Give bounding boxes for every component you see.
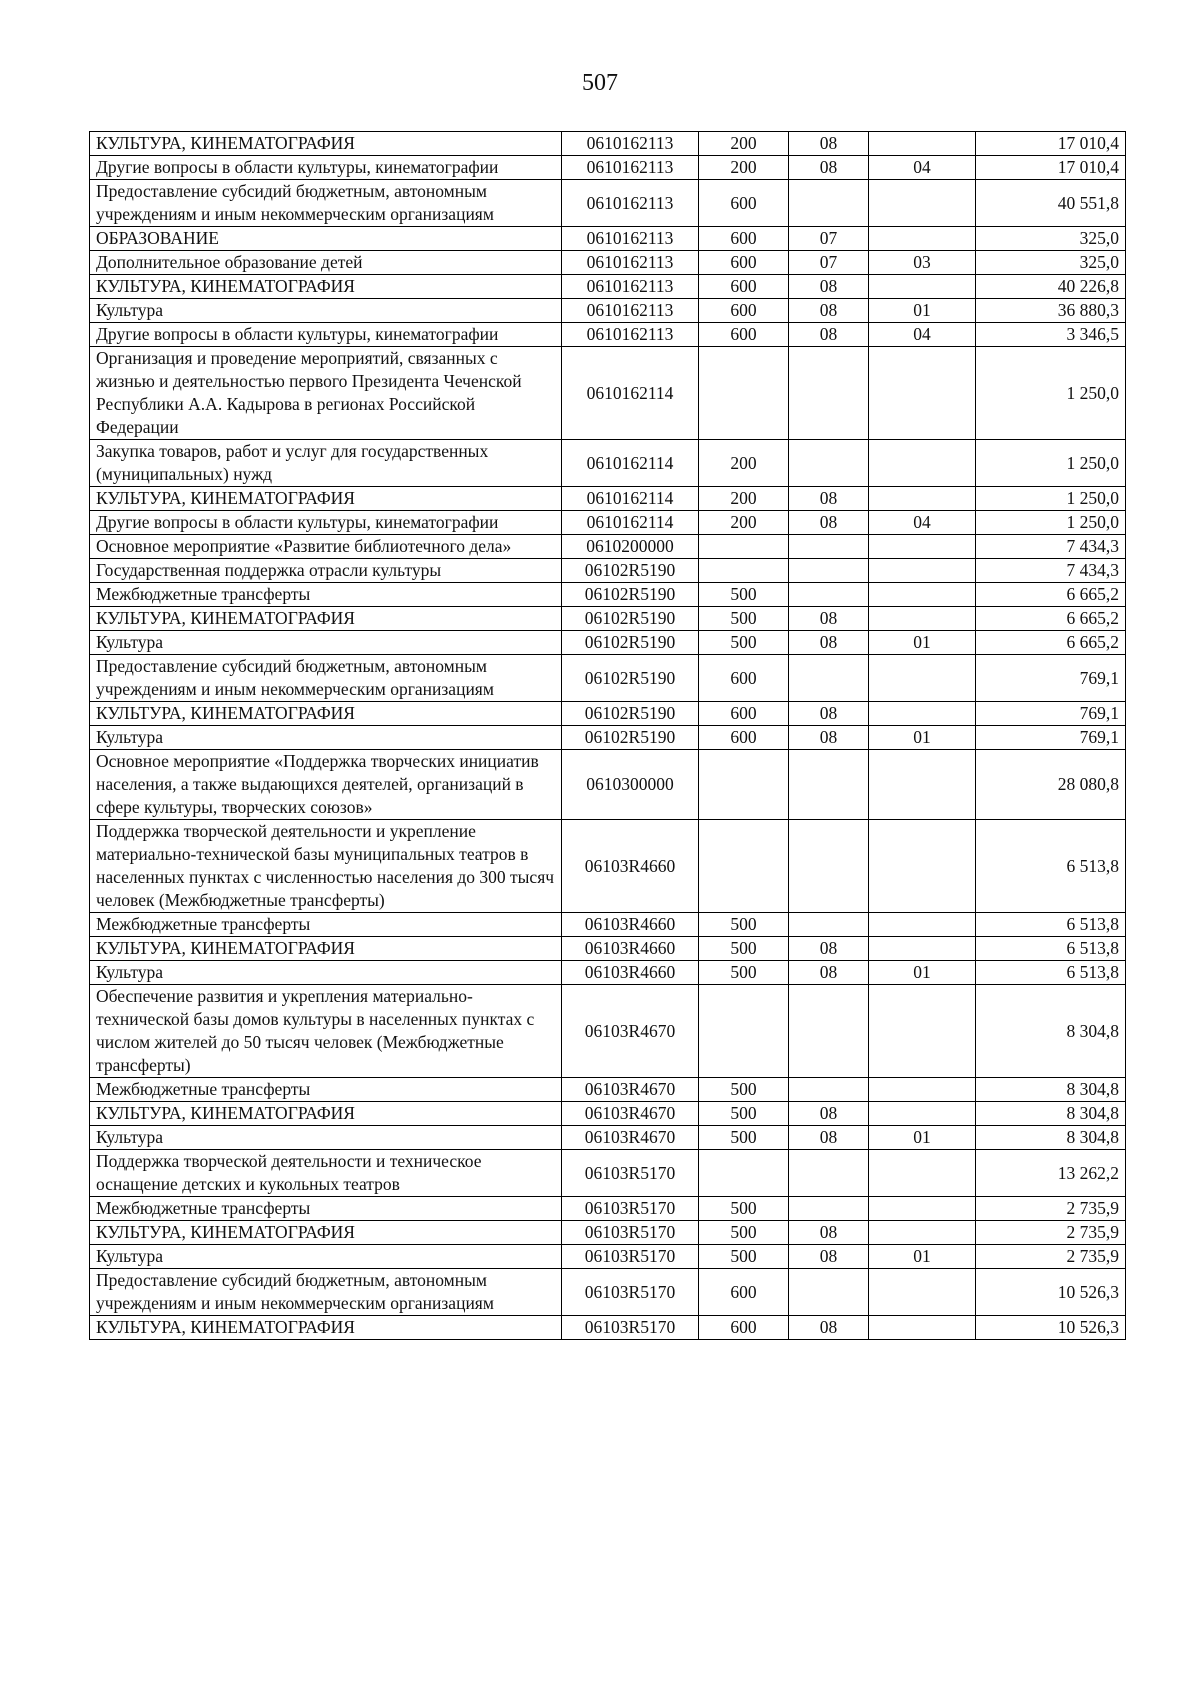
section-cell: 08 [789,726,869,750]
subsection-cell [869,1269,976,1316]
expense-type-cell: 200 [699,511,789,535]
section-cell: 08 [789,487,869,511]
row-name-cell: Культура [90,299,562,323]
row-name-cell: Межбюджетные трансферты [90,1078,562,1102]
row-name-cell: КУЛЬТУРА, КИНЕМАТОГРАФИЯ [90,487,562,511]
section-cell [789,985,869,1078]
expense-type-cell: 500 [699,961,789,985]
amount-cell: 325,0 [976,227,1126,251]
section-cell: 08 [789,1102,869,1126]
amount-cell: 6 513,8 [976,961,1126,985]
section-cell: 07 [789,227,869,251]
expense-type-cell [699,347,789,440]
budget-table [89,131,1126,1340]
expense-type-cell: 600 [699,251,789,275]
section-cell: 08 [789,156,869,180]
target-article-cell: 06102R5190 [562,726,699,750]
table-row [90,913,1126,937]
table-row [90,440,1126,487]
expense-type-cell: 500 [699,937,789,961]
target-article-cell: 0610300000 [562,750,699,820]
expense-type-cell: 600 [699,180,789,227]
target-article-cell: 06102R5190 [562,607,699,631]
subsection-cell: 01 [869,299,976,323]
target-article-cell: 06103R4670 [562,1102,699,1126]
expense-type-cell: 600 [699,655,789,702]
target-article-cell: 06102R5190 [562,702,699,726]
table-row [90,1245,1126,1269]
subsection-cell [869,1150,976,1197]
amount-cell: 6 665,2 [976,583,1126,607]
section-cell: 07 [789,251,869,275]
subsection-cell [869,913,976,937]
subsection-cell: 01 [869,726,976,750]
section-cell: 08 [789,299,869,323]
amount-cell: 7 434,3 [976,535,1126,559]
subsection-cell [869,275,976,299]
row-name-cell: Другие вопросы в области культуры, кинематографии [90,323,562,347]
table-row [90,820,1126,913]
amount-cell: 13 262,2 [976,1150,1126,1197]
subsection-cell [869,440,976,487]
amount-cell: 6 513,8 [976,937,1126,961]
target-article-cell: 0610200000 [562,535,699,559]
section-cell [789,440,869,487]
amount-cell: 1 250,0 [976,487,1126,511]
table-row [90,1269,1126,1316]
table-row [90,132,1126,156]
amount-cell: 2 735,9 [976,1245,1126,1269]
amount-cell: 17 010,4 [976,132,1126,156]
table-row [90,1316,1126,1340]
amount-cell: 8 304,8 [976,1078,1126,1102]
row-name-cell: КУЛЬТУРА, КИНЕМАТОГРАФИЯ [90,1221,562,1245]
section-cell: 08 [789,511,869,535]
row-name-cell: Межбюджетные трансферты [90,913,562,937]
subsection-cell: 01 [869,1245,976,1269]
section-cell [789,583,869,607]
table-row [90,511,1126,535]
expense-type-cell: 600 [699,323,789,347]
amount-cell: 2 735,9 [976,1221,1126,1245]
target-article-cell: 0610162113 [562,156,699,180]
table-row [90,180,1126,227]
subsection-cell: 01 [869,1126,976,1150]
amount-cell: 8 304,8 [976,1102,1126,1126]
expense-type-cell: 600 [699,702,789,726]
amount-cell: 6 513,8 [976,913,1126,937]
target-article-cell: 0610162113 [562,323,699,347]
table-row [90,702,1126,726]
subsection-cell [869,180,976,227]
section-cell [789,1197,869,1221]
target-article-cell: 06103R4660 [562,937,699,961]
expense-type-cell: 600 [699,726,789,750]
subsection-cell [869,487,976,511]
subsection-cell [869,985,976,1078]
subsection-cell [869,820,976,913]
row-name-cell: ОБРАЗОВАНИЕ [90,227,562,251]
amount-cell: 6 665,2 [976,631,1126,655]
table-body [90,132,1126,1340]
target-article-cell: 06103R5170 [562,1269,699,1316]
table-row [90,1150,1126,1197]
target-article-cell: 06103R5170 [562,1221,699,1245]
subsection-cell [869,227,976,251]
target-article-cell: 0610162113 [562,275,699,299]
section-cell: 08 [789,1245,869,1269]
section-cell: 08 [789,702,869,726]
subsection-cell [869,750,976,820]
row-name-cell: Поддержка творческой деятельности и техническое оснащение детских и кукольных театров [90,1150,562,1197]
section-cell: 08 [789,961,869,985]
subsection-cell [869,607,976,631]
amount-cell: 8 304,8 [976,985,1126,1078]
amount-cell: 28 080,8 [976,750,1126,820]
row-name-cell: Культура [90,1126,562,1150]
row-name-cell: Закупка товаров, работ и услуг для государственных (муниципальных) нужд [90,440,562,487]
subsection-cell: 01 [869,961,976,985]
subsection-cell: 04 [869,323,976,347]
row-name-cell: Культура [90,1245,562,1269]
section-cell [789,1150,869,1197]
amount-cell: 769,1 [976,726,1126,750]
target-article-cell: 06102R5190 [562,559,699,583]
section-cell: 08 [789,607,869,631]
row-name-cell: Культура [90,961,562,985]
row-name-cell: КУЛЬТУРА, КИНЕМАТОГРАФИЯ [90,937,562,961]
table-row [90,631,1126,655]
table-row [90,1078,1126,1102]
section-cell [789,1269,869,1316]
subsection-cell [869,132,976,156]
target-article-cell: 0610162113 [562,299,699,323]
row-name-cell: КУЛЬТУРА, КИНЕМАТОГРАФИЯ [90,1102,562,1126]
table-row [90,583,1126,607]
amount-cell: 1 250,0 [976,511,1126,535]
expense-type-cell [699,559,789,583]
subsection-cell [869,702,976,726]
section-cell: 08 [789,1126,869,1150]
subsection-cell: 04 [869,156,976,180]
target-article-cell: 06102R5190 [562,631,699,655]
target-article-cell: 0610162113 [562,251,699,275]
table-row [90,655,1126,702]
row-name-cell: Основное мероприятие «Поддержка творческих инициатив населения, а также выдающихся деятелей, организаций в сфере культуры, творческих союзов» [90,750,562,820]
table-row [90,487,1126,511]
expense-type-cell: 200 [699,487,789,511]
expense-type-cell: 200 [699,132,789,156]
expense-type-cell: 500 [699,1126,789,1150]
expense-type-cell: 500 [699,607,789,631]
expense-type-cell [699,750,789,820]
amount-cell: 7 434,3 [976,559,1126,583]
section-cell: 08 [789,937,869,961]
expense-type-cell: 500 [699,1197,789,1221]
row-name-cell: Другие вопросы в области культуры, кинематографии [90,511,562,535]
subsection-cell [869,347,976,440]
row-name-cell: Межбюджетные трансферты [90,1197,562,1221]
target-article-cell: 06103R4670 [562,985,699,1078]
table-row [90,323,1126,347]
row-name-cell: КУЛЬТУРА, КИНЕМАТОГРАФИЯ [90,275,562,299]
row-name-cell: Поддержка творческой деятельности и укрепление материально-технической базы муниципальных театров в населенных пунктах с численностью населения до 300 тысяч человек (Межбюджетные трансферты) [90,820,562,913]
expense-type-cell: 500 [699,1221,789,1245]
row-name-cell: Дополнительное образование детей [90,251,562,275]
expense-type-cell: 500 [699,583,789,607]
table-row [90,1197,1126,1221]
section-cell [789,180,869,227]
target-article-cell: 0610162113 [562,132,699,156]
table-row [90,559,1126,583]
amount-cell: 3 346,5 [976,323,1126,347]
subsection-cell: 04 [869,511,976,535]
expense-type-cell: 500 [699,1102,789,1126]
section-cell [789,750,869,820]
amount-cell: 8 304,8 [976,1126,1126,1150]
table-row [90,156,1126,180]
target-article-cell: 06103R5170 [562,1197,699,1221]
subsection-cell [869,1316,976,1340]
page-number: 507 [582,70,618,96]
amount-cell: 40 551,8 [976,180,1126,227]
expense-type-cell: 500 [699,1245,789,1269]
table-row [90,1126,1126,1150]
target-article-cell: 0610162113 [562,227,699,251]
table-row [90,275,1126,299]
table-row [90,607,1126,631]
section-cell: 08 [789,631,869,655]
table-row [90,535,1126,559]
expense-type-cell [699,820,789,913]
section-cell: 08 [789,132,869,156]
row-name-cell: КУЛЬТУРА, КИНЕМАТОГРАФИЯ [90,607,562,631]
table-row [90,1102,1126,1126]
table-row [90,347,1126,440]
table-row [90,251,1126,275]
amount-cell: 769,1 [976,702,1126,726]
target-article-cell: 0610162114 [562,347,699,440]
amount-cell: 325,0 [976,251,1126,275]
amount-cell: 6 665,2 [976,607,1126,631]
expense-type-cell [699,985,789,1078]
table-row [90,299,1126,323]
table-row [90,937,1126,961]
expense-type-cell: 600 [699,1316,789,1340]
section-cell [789,655,869,702]
amount-cell: 2 735,9 [976,1197,1126,1221]
expense-type-cell: 600 [699,275,789,299]
row-name-cell: Предоставление субсидий бюджетным, автономным учреждениям и иным некоммерческим организациям [90,1269,562,1316]
amount-cell: 36 880,3 [976,299,1126,323]
expense-type-cell: 500 [699,631,789,655]
amount-cell: 1 250,0 [976,347,1126,440]
expense-type-cell [699,535,789,559]
section-cell [789,347,869,440]
target-article-cell: 06103R4660 [562,820,699,913]
target-article-cell: 06103R4670 [562,1078,699,1102]
section-cell: 08 [789,1316,869,1340]
expense-type-cell: 600 [699,227,789,251]
amount-cell: 40 226,8 [976,275,1126,299]
row-name-cell: Обеспечение развития и укрепления материально-технической базы домов культуры в населенных пунктах с числом жителей до 50 тысяч человек (Межбюджетные трансферты) [90,985,562,1078]
row-name-cell: Культура [90,726,562,750]
subsection-cell [869,1102,976,1126]
amount-cell: 6 513,8 [976,820,1126,913]
section-cell: 08 [789,323,869,347]
amount-cell: 769,1 [976,655,1126,702]
subsection-cell [869,1221,976,1245]
row-name-cell: КУЛЬТУРА, КИНЕМАТОГРАФИЯ [90,132,562,156]
expense-type-cell: 200 [699,440,789,487]
section-cell [789,913,869,937]
target-article-cell: 06103R5170 [562,1245,699,1269]
target-article-cell: 06103R4660 [562,961,699,985]
row-name-cell: Культура [90,631,562,655]
row-name-cell: Предоставление субсидий бюджетным, автономным учреждениям и иным некоммерческим организациям [90,180,562,227]
subsection-cell [869,559,976,583]
target-article-cell: 0610162114 [562,511,699,535]
row-name-cell: Межбюджетные трансферты [90,583,562,607]
subsection-cell [869,1197,976,1221]
row-name-cell: КУЛЬТУРА, КИНЕМАТОГРАФИЯ [90,1316,562,1340]
row-name-cell: Государственная поддержка отрасли культуры [90,559,562,583]
table-row [90,750,1126,820]
target-article-cell: 0610162114 [562,440,699,487]
section-cell [789,559,869,583]
subsection-cell [869,583,976,607]
subsection-cell [869,1078,976,1102]
subsection-cell [869,655,976,702]
row-name-cell: Предоставление субсидий бюджетным, автономным учреждениям и иным некоммерческим организациям [90,655,562,702]
amount-cell: 17 010,4 [976,156,1126,180]
subsection-cell: 03 [869,251,976,275]
expense-type-cell [699,1150,789,1197]
section-cell: 08 [789,1221,869,1245]
table-row [90,227,1126,251]
target-article-cell: 0610162114 [562,487,699,511]
row-name-cell: Другие вопросы в области культуры, кинематографии [90,156,562,180]
target-article-cell: 06103R4660 [562,913,699,937]
subsection-cell [869,937,976,961]
subsection-cell [869,535,976,559]
table-row [90,985,1126,1078]
section-cell [789,1078,869,1102]
target-article-cell: 0610162113 [562,180,699,227]
row-name-cell: Основное мероприятие «Развитие библиотечного дела» [90,535,562,559]
expense-type-cell: 500 [699,1078,789,1102]
target-article-cell: 06102R5190 [562,583,699,607]
target-article-cell: 06103R4670 [562,1126,699,1150]
row-name-cell: КУЛЬТУРА, КИНЕМАТОГРАФИЯ [90,702,562,726]
amount-cell: 10 526,3 [976,1316,1126,1340]
expense-type-cell: 500 [699,913,789,937]
section-cell [789,535,869,559]
section-cell: 08 [789,275,869,299]
section-cell [789,820,869,913]
expense-type-cell: 600 [699,299,789,323]
table-row [90,1221,1126,1245]
expense-type-cell: 600 [699,1269,789,1316]
table-row [90,726,1126,750]
amount-cell: 10 526,3 [976,1269,1126,1316]
amount-cell: 1 250,0 [976,440,1126,487]
subsection-cell: 01 [869,631,976,655]
target-article-cell: 06103R5170 [562,1150,699,1197]
target-article-cell: 06102R5190 [562,655,699,702]
expense-type-cell: 200 [699,156,789,180]
row-name-cell: Организация и проведение мероприятий, связанных с жизнью и деятельностью первого Президента Чеченской Республики А.А. Кадырова в регионах Российской Федерации [90,347,562,440]
table-row [90,961,1126,985]
target-article-cell: 06103R5170 [562,1316,699,1340]
